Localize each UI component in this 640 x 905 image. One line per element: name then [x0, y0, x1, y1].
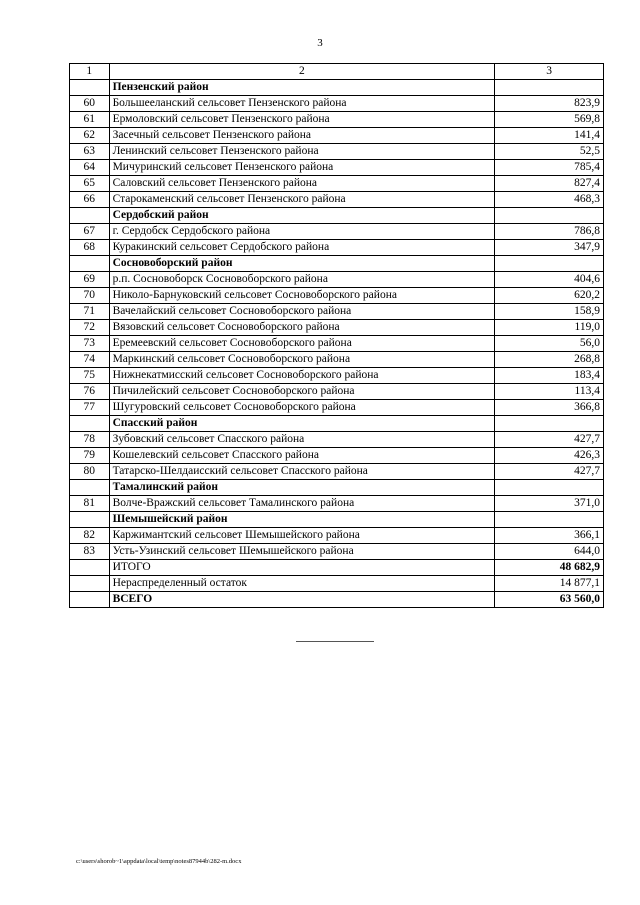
- row-name: Пичилейский сельсовет Сосновоборского района: [109, 384, 495, 400]
- row-name: Еремеевский сельсовет Сосновоборского района: [109, 336, 495, 352]
- row-number: [70, 576, 110, 592]
- district-row: [70, 256, 604, 272]
- row-number: 60: [70, 96, 110, 112]
- row-name: ИТОГО: [109, 560, 495, 576]
- row-value: 827,4: [495, 176, 604, 192]
- row-value: 268,8: [495, 352, 604, 368]
- district-name: Шемышейский район: [109, 512, 495, 528]
- header-col-2: 2: [109, 64, 495, 80]
- table-row: [70, 432, 604, 448]
- table-row: [70, 384, 604, 400]
- row-name: Большееланский сельсовет Пензенского района: [109, 96, 495, 112]
- table-row: [70, 368, 604, 384]
- page-number: 3: [317, 37, 323, 49]
- row-number: 77: [70, 400, 110, 416]
- row-number: 71: [70, 304, 110, 320]
- table-row: [70, 272, 604, 288]
- table-row: [70, 224, 604, 240]
- district-name: Тамалинский район: [109, 480, 495, 496]
- row-value: [495, 208, 604, 224]
- row-value: 371,0: [495, 496, 604, 512]
- row-number: 70: [70, 288, 110, 304]
- row-number: 73: [70, 336, 110, 352]
- row-number: 81: [70, 496, 110, 512]
- row-name: Нижнекатмисский сельсовет Сосновоборского района: [109, 368, 495, 384]
- row-value: 366,1: [495, 528, 604, 544]
- file-path-footer: c:\users\shorob~1\appdata\local\temp\notes87944b\282-m.docx: [76, 858, 242, 865]
- row-value: 347,9: [495, 240, 604, 256]
- row-value: 48 682,9: [495, 560, 604, 576]
- row-name: Куракинский сельсовет Сердобского района: [109, 240, 495, 256]
- row-number: [70, 208, 110, 224]
- row-value: 14 877,1: [495, 576, 604, 592]
- row-number: 75: [70, 368, 110, 384]
- row-value: [495, 480, 604, 496]
- row-value: 366,8: [495, 400, 604, 416]
- row-number: [70, 416, 110, 432]
- district-row: [70, 80, 604, 96]
- row-name: Николо-Барнуковский сельсовет Сосновоборского района: [109, 288, 495, 304]
- table-row: [70, 288, 604, 304]
- table-row: [70, 240, 604, 256]
- district-row: [70, 208, 604, 224]
- row-number: 69: [70, 272, 110, 288]
- row-number: [70, 480, 110, 496]
- row-value: 63 560,0: [495, 592, 604, 608]
- district-name: Спасский район: [109, 416, 495, 432]
- table-row: [70, 544, 604, 560]
- row-number: 82: [70, 528, 110, 544]
- row-value: [495, 80, 604, 96]
- table-row: [70, 320, 604, 336]
- row-number: 78: [70, 432, 110, 448]
- row-number: 74: [70, 352, 110, 368]
- row-value: 427,7: [495, 432, 604, 448]
- table-row: [70, 176, 604, 192]
- row-value: 426,3: [495, 448, 604, 464]
- row-number: 62: [70, 128, 110, 144]
- row-number: [70, 512, 110, 528]
- table-row: [70, 112, 604, 128]
- row-value: 119,0: [495, 320, 604, 336]
- row-name: Ермоловский сельсовет Пензенского района: [109, 112, 495, 128]
- table-row: [70, 400, 604, 416]
- row-value: 158,9: [495, 304, 604, 320]
- table-row: [70, 336, 604, 352]
- table-row: [70, 592, 604, 608]
- row-value: 786,8: [495, 224, 604, 240]
- row-value: 785,4: [495, 160, 604, 176]
- row-value: 52,5: [495, 144, 604, 160]
- district-name: Сосновоборский район: [109, 256, 495, 272]
- district-row: [70, 416, 604, 432]
- row-number: 66: [70, 192, 110, 208]
- row-name: Мичуринский сельсовет Пензенского района: [109, 160, 495, 176]
- row-value: 183,4: [495, 368, 604, 384]
- district-name: Сердобский район: [109, 208, 495, 224]
- row-number: [70, 256, 110, 272]
- row-name: Усть-Узинский сельсовет Шемышейского района: [109, 544, 495, 560]
- table-row: [70, 464, 604, 480]
- header-col-3: 3: [495, 64, 604, 80]
- row-name: Каржимантский сельсовет Шемышейского района: [109, 528, 495, 544]
- row-number: [70, 80, 110, 96]
- row-name: р.п. Сосновоборск Сосновоборского района: [109, 272, 495, 288]
- row-name: Волче-Вражский сельсовет Тамалинского района: [109, 496, 495, 512]
- row-value: 56,0: [495, 336, 604, 352]
- table-header-row: [70, 64, 604, 80]
- row-number: [70, 560, 110, 576]
- row-number: 72: [70, 320, 110, 336]
- table-row: [70, 352, 604, 368]
- row-number: 63: [70, 144, 110, 160]
- row-value: [495, 256, 604, 272]
- row-number: [70, 592, 110, 608]
- row-value: 620,2: [495, 288, 604, 304]
- table-row: [70, 560, 604, 576]
- row-value: 468,3: [495, 192, 604, 208]
- row-name: Ленинский сельсовет Пензенского района: [109, 144, 495, 160]
- row-name: Зубовский сельсовет Спасского района: [109, 432, 495, 448]
- table-row: [70, 528, 604, 544]
- row-value: [495, 416, 604, 432]
- allocation-table: [69, 63, 604, 608]
- row-name: Старокаменский сельсовет Пензенского района: [109, 192, 495, 208]
- row-name: Кошелевский сельсовет Спасского района: [109, 448, 495, 464]
- header-col-1: 1: [70, 64, 110, 80]
- row-number: 67: [70, 224, 110, 240]
- row-name: Вачелайский сельсовет Сосновоборского района: [109, 304, 495, 320]
- row-value: 404,6: [495, 272, 604, 288]
- table-row: [70, 448, 604, 464]
- row-number: 65: [70, 176, 110, 192]
- row-name: Засечный сельсовет Пензенского района: [109, 128, 495, 144]
- row-name: Нераспределенный остаток: [109, 576, 495, 592]
- row-number: 61: [70, 112, 110, 128]
- row-value: 644,0: [495, 544, 604, 560]
- row-number: 83: [70, 544, 110, 560]
- row-value: [495, 512, 604, 528]
- district-row: [70, 512, 604, 528]
- row-value: 823,9: [495, 96, 604, 112]
- row-value: 113,4: [495, 384, 604, 400]
- table-row: [70, 304, 604, 320]
- divider-line: [296, 641, 374, 642]
- row-number: 68: [70, 240, 110, 256]
- row-name: г. Сердобск Сердобского района: [109, 224, 495, 240]
- table-row: [70, 576, 604, 592]
- table-row: [70, 496, 604, 512]
- row-number: 79: [70, 448, 110, 464]
- row-number: 80: [70, 464, 110, 480]
- row-number: 76: [70, 384, 110, 400]
- row-name: Шугуровский сельсовет Сосновоборского района: [109, 400, 495, 416]
- row-value: 427,7: [495, 464, 604, 480]
- row-name: Вязовский сельсовет Сосновоборского района: [109, 320, 495, 336]
- row-value: 569,8: [495, 112, 604, 128]
- table-row: [70, 128, 604, 144]
- table-row: [70, 192, 604, 208]
- row-name: Татарско-Шелдаисский сельсовет Спасского района: [109, 464, 495, 480]
- row-name: Саловский сельсовет Пензенского района: [109, 176, 495, 192]
- row-name: Маркинский сельсовет Сосновоборского района: [109, 352, 495, 368]
- row-number: 64: [70, 160, 110, 176]
- district-row: [70, 480, 604, 496]
- table-row: [70, 144, 604, 160]
- table-row: [70, 96, 604, 112]
- table-row: [70, 160, 604, 176]
- row-value: 141,4: [495, 128, 604, 144]
- row-name: ВСЕГО: [109, 592, 495, 608]
- district-name: Пензенский район: [109, 80, 495, 96]
